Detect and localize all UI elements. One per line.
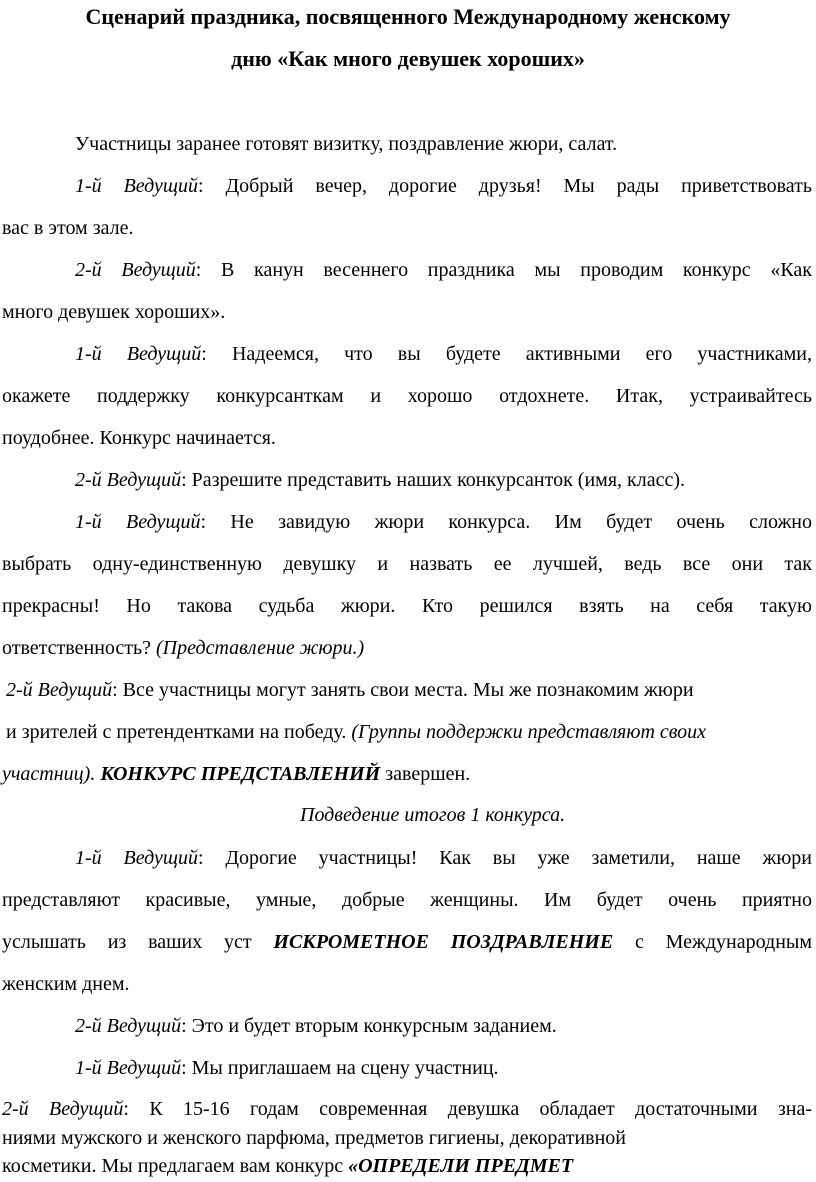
host1-p4-line-3 [0, 425, 816, 451]
speech-text: : Добрый вечер, дорогие друзья! Мы рады приветствовать [198, 175, 812, 197]
speaker-role: 1-й Ведущий [75, 1057, 182, 1079]
host1-p8-line-2 [0, 887, 816, 913]
host2-p9-line-1 [0, 1013, 816, 1039]
speech-text: : Разрешите представить наших конкурсанток (имя, класс). [181, 469, 686, 491]
host2-p7-line-2 [0, 719, 816, 745]
speech-text: : К 15-16 годам современная девушка обладает достаточными зна- [123, 1098, 812, 1120]
speech-text: представляют красивые, умные, добрые женщины. Им будет очень приятно [2, 889, 812, 911]
speech-text: окажете поддержку конкурсанткам и хорошо отдохнете. Итак, устраивайтесь [2, 385, 812, 407]
speech-text: ниями мужского и женского парфюма, предметов гигиены, декоративной [2, 1127, 627, 1149]
speech-text: с Международным [635, 931, 813, 953]
speech-text: : Дорогие участницы! Как вы уже заметили, наше жюри [197, 847, 813, 869]
speech-text: и зрителей с претендентками на победу. [6, 721, 347, 743]
speech-text: : Все участницы могут занять свои места. Мы же познакомим жюри [112, 679, 694, 701]
host1-line-1 [0, 173, 816, 199]
speech-text: выбрать одну-единственную девушку и назвать ее лучшей, ведь все они так [2, 553, 812, 575]
host1-p10-line-1 [0, 1055, 816, 1081]
speaker-role: 1-й Ведущий [75, 175, 199, 197]
host1-p4-line-1 [0, 341, 816, 367]
speaker-role: 1-й Ведущий [75, 343, 202, 365]
host1-p6-line-2 [0, 551, 816, 577]
document-title-line-1: Сценарий праздника, посвященного Международному женскому [85, 4, 731, 29]
document-title-line-2: дню «Как много девушек хороших» [231, 46, 585, 71]
intro-paragraph [0, 131, 816, 157]
stage-direction: (Представление жюри.) [156, 637, 365, 659]
speech-text: поудобнее. Конкурс начинается. [2, 427, 276, 449]
speech-text: : Надеемся, что вы будете активными его участниками, [201, 343, 813, 365]
speaker-role: 2-й Ведущий [75, 469, 182, 491]
host2-p7-line-1 [0, 677, 816, 703]
speech-text: ответственность? [2, 637, 152, 659]
speaker-role: 1-й Ведущий [75, 847, 198, 869]
host1-line-2 [0, 215, 816, 241]
speaker-role: 2-й Ведущий [75, 1015, 182, 1037]
host1-p6-line-1 [0, 509, 816, 535]
host1-p6-line-4 [0, 635, 816, 661]
speaker-role: 2-й Ведущий [75, 259, 196, 281]
speaker-role: 2-й Ведущий [6, 679, 113, 701]
stage-direction: участниц). [2, 763, 96, 785]
speech-text: : Не завидую жюри конкурса. Им будет очень сложно [200, 511, 812, 533]
speech-text: прекрасны! Но такова судьба жюри. Кто решился взять на себя такую [2, 595, 812, 617]
contest-name: «ОПРЕДЕЛИ ПРЕДМЕТ [348, 1155, 574, 1177]
speech-text: косметики. Мы предлагаем вам конкурс [2, 1155, 344, 1177]
speaker-role: 2-й Ведущий [2, 1098, 124, 1120]
speech-text: услышать из ваших уст [2, 931, 252, 953]
host1-p8-line-3 [0, 929, 816, 955]
speech-text: женским днем. [2, 973, 130, 995]
speech-text: вас в этом зале. [2, 217, 134, 239]
speaker-role: 1-й Ведущий [75, 511, 201, 533]
host1-p8-line-4 [0, 971, 816, 997]
speech-text: : Мы приглашаем на сцену участниц. [181, 1057, 499, 1079]
host2-line-1 [0, 257, 816, 283]
host2-p11-line-3 [0, 1153, 816, 1179]
host2-p11-line-2 [0, 1125, 816, 1151]
contest-name: КОНКУРС ПРЕДСТАВЛЕНИЙ [100, 763, 381, 785]
host1-p8-line-1 [0, 845, 816, 871]
host2-p11-line-1 [0, 1096, 816, 1122]
results-heading: Подведение итогов 1 конкурса. [300, 804, 566, 826]
host1-p6-line-3 [0, 593, 816, 619]
speech-text: : Это и будет вторым конкурсным заданием. [181, 1015, 557, 1037]
host2-p5-line-1 [0, 467, 816, 493]
intro-text: Участницы заранее готовят визитку, поздравление жюри, салат. [75, 133, 618, 155]
host2-p7-line-3 [0, 761, 816, 787]
speech-text: : В канун весеннего праздника мы проводим конкурс «Как [195, 259, 812, 281]
speech-text: много девушек хороших». [2, 301, 226, 323]
contest-name: ИСКРОМЕТНОЕ ПОЗДРАВЛЕНИЕ [273, 931, 614, 953]
host2-line-2 [0, 299, 816, 325]
speech-text: завершен. [385, 763, 471, 785]
host1-p4-line-2 [0, 383, 816, 409]
stage-direction: (Группы поддержки представляют своих [351, 721, 707, 743]
